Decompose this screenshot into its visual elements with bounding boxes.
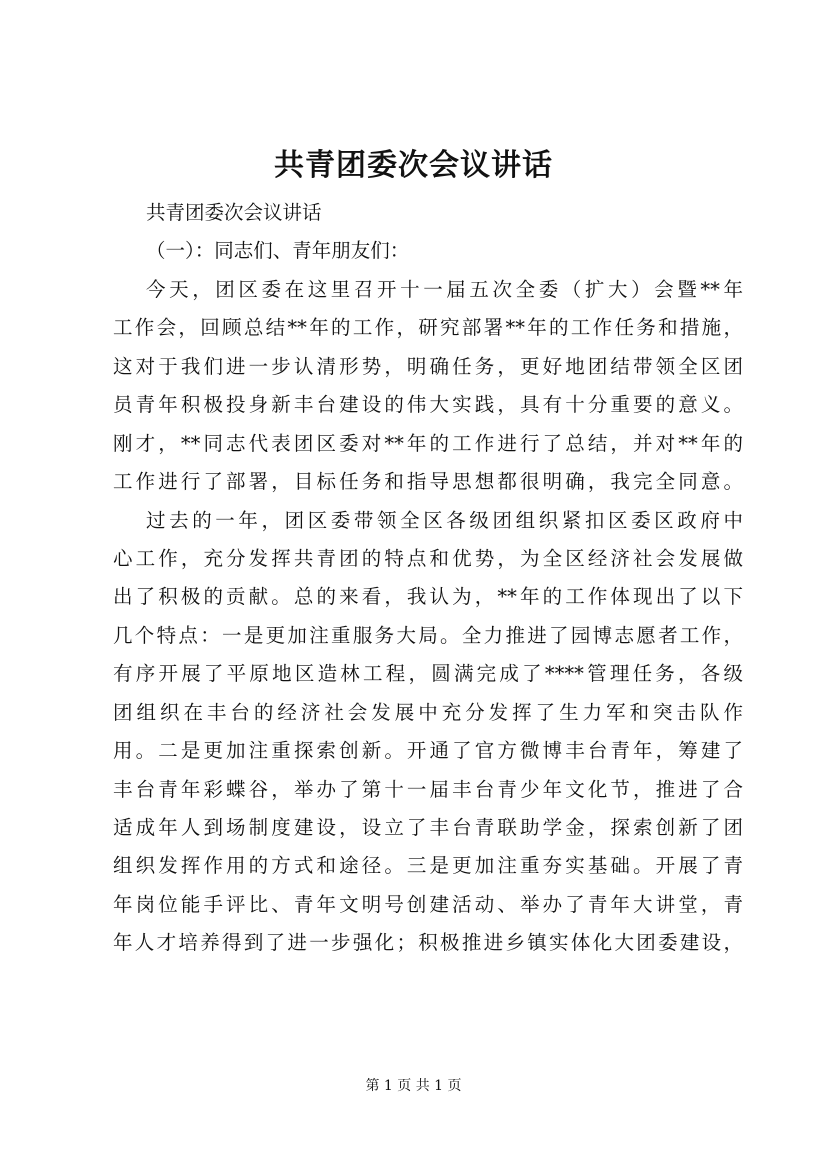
page-footer: 第 1 页 共 1 页 — [365, 1078, 462, 1094]
body-line: 心工作，充分发挥共青团的特点和优势，为全区经济社会发展做 — [113, 546, 743, 570]
body-line: 今天，团区委在这里召开十一届五次全委（扩大）会暨**年 — [146, 277, 743, 301]
body-line: 团组织在丰台的经济社会发展中充分发挥了生力军和突击队作 — [113, 700, 743, 724]
document-title: 共青团委次会议讲话 — [274, 148, 553, 183]
body-line: 共青团委次会议讲话 — [146, 201, 322, 224]
body-line: 有序开展了平原地区造林工程，圆满完成了****管理任务，各级 — [113, 662, 743, 686]
body-line: 员青年积极投身新丰台建设的伟大实践，具有十分重要的意义。 — [113, 393, 743, 417]
body-line: 组织发挥作用的方式和途径。三是更加注重夯实基础。开展了青 — [113, 854, 743, 878]
body-line: 刚才，**同志代表团区委对**年的工作进行了总结，并对**年的 — [113, 431, 743, 455]
body-line: （一）：同志们、青年朋友们： — [146, 239, 410, 263]
body-line: 用。二是更加注重探索创新。开通了官方微博丰台青年，筹建了 — [113, 739, 743, 763]
body-line: 几个特点：一是更加注重服务大局。全力推进了园博志愿者工作， — [113, 623, 743, 647]
body-line: 年人才培养得到了进一步强化；积极推进乡镇实体化大团委建设， — [113, 931, 743, 955]
body-line: 工作会，回顾总结**年的工作，研究部署**年的工作任务和措施， — [113, 316, 743, 340]
body-line: 出了积极的贡献。总的来看，我认为，**年的工作体现出了以下 — [113, 585, 743, 609]
body-line: 丰台青年彩蝶谷，举办了第十一届丰台青少年文化节，推进了合 — [113, 777, 743, 801]
body-line: 适成年人到场制度建设，设立了丰台青联助学金，探索创新了团 — [113, 816, 743, 839]
document-body — [113, 194, 743, 963]
body-line: 年岗位能手评比、青年文明号创建活动、举办了青年大讲堂，青 — [113, 892, 743, 916]
body-line: 工作进行了部署，目标任务和指导思想都很明确，我完全同意。 — [113, 470, 743, 494]
body-line: 过去的一年，团区委带领全区各级团组织紧扣区委区政府中 — [146, 508, 743, 532]
body-line: 这对于我们进一步认清形势，明确任务，更好地团结带领全区团 — [113, 354, 743, 378]
